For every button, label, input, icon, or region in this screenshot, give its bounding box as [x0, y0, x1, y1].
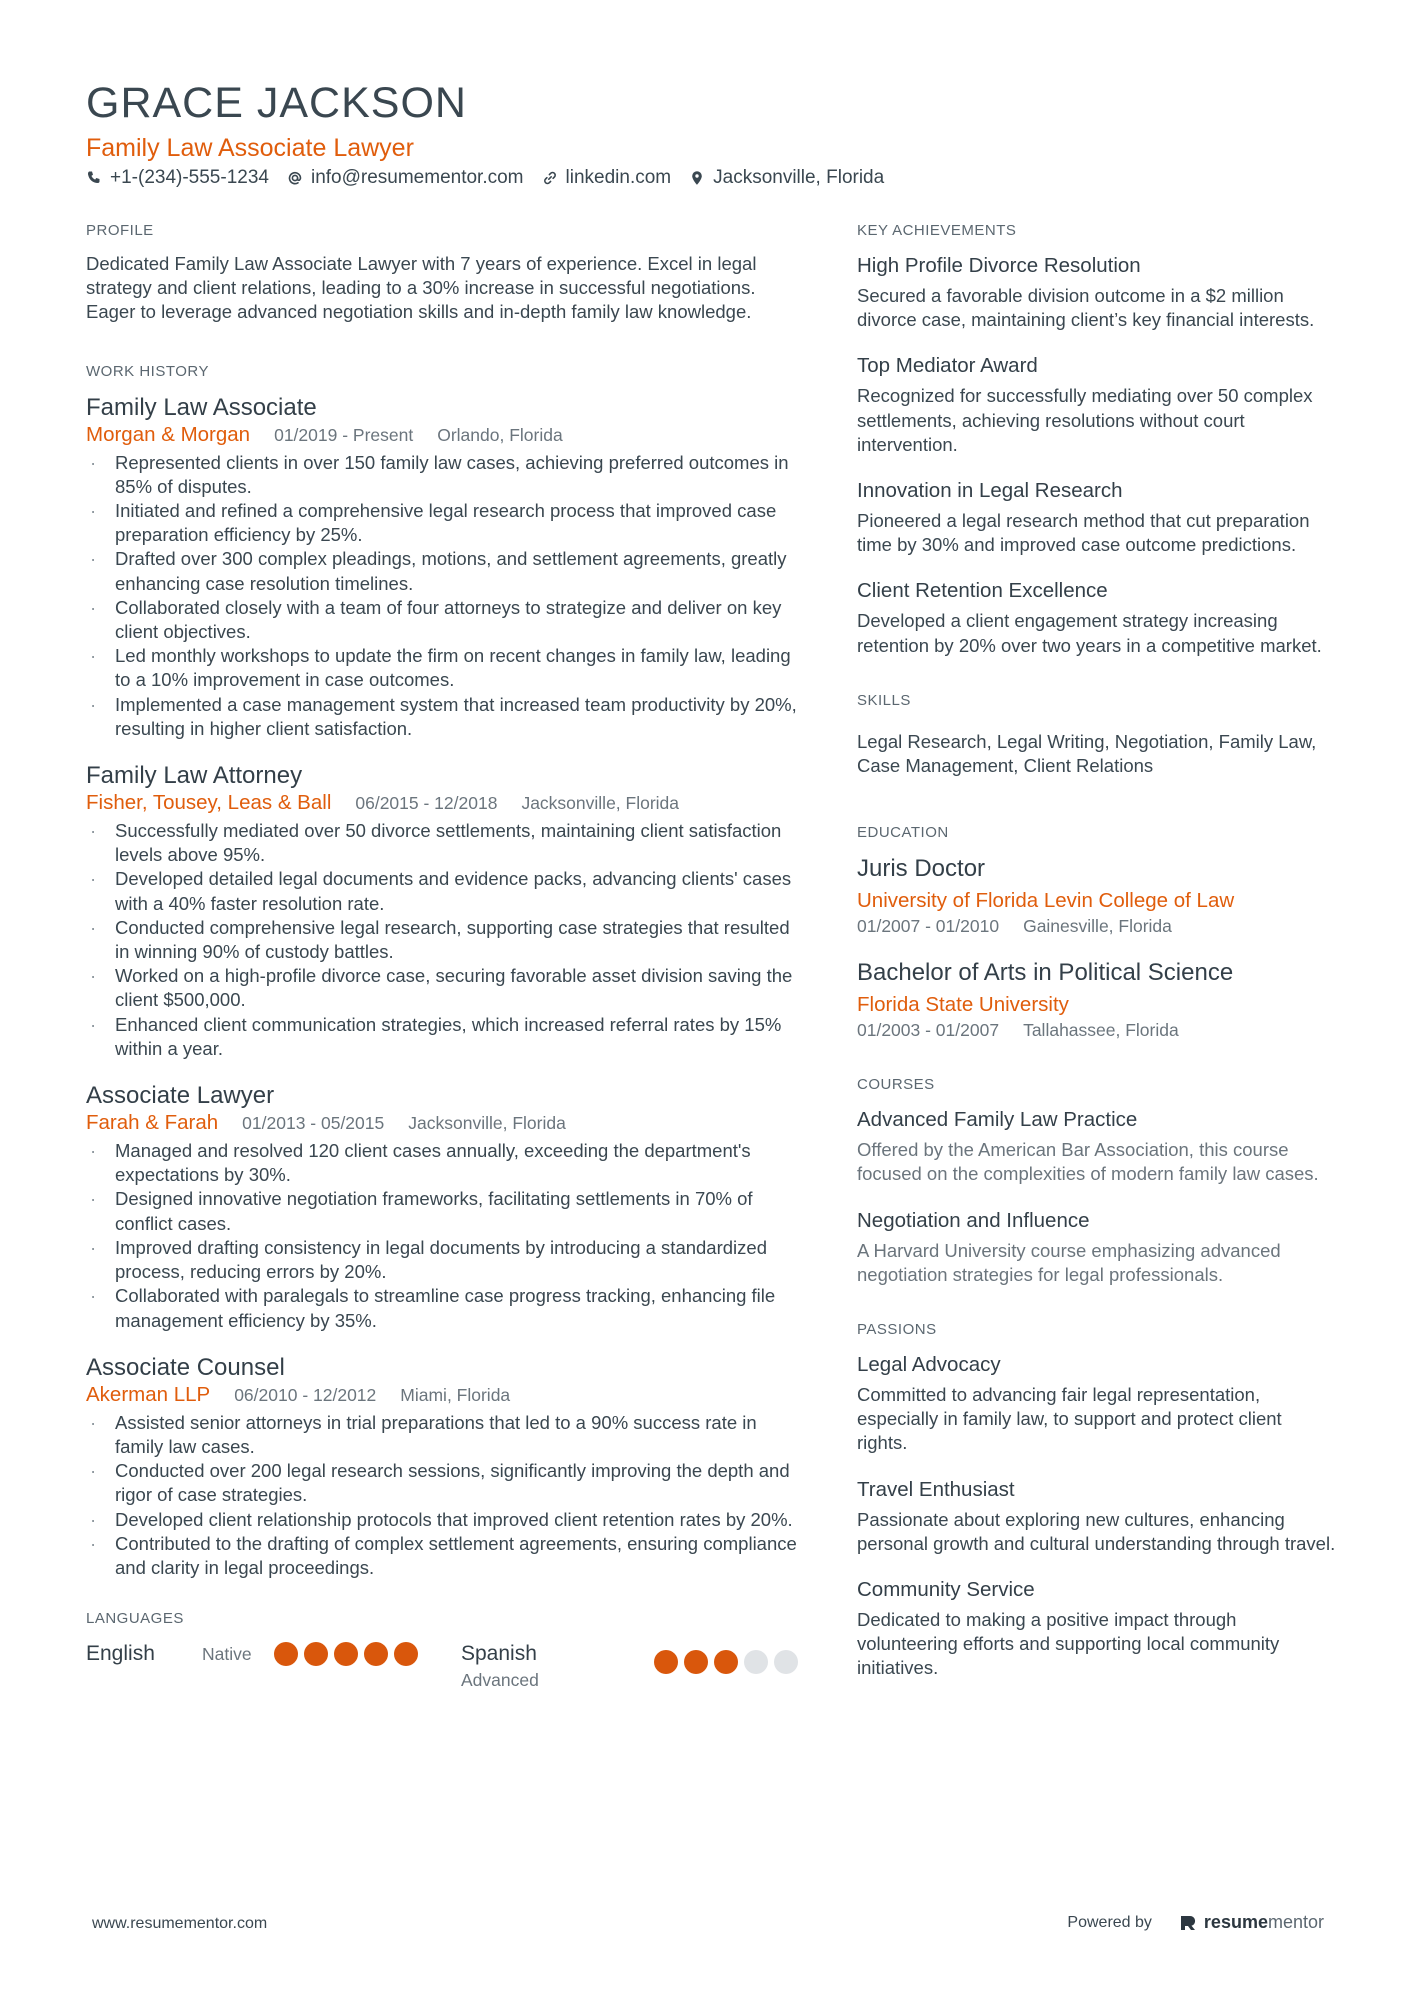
candidate-title: Family Law Associate Lawyer: [86, 134, 414, 162]
job-dates: 06/2015 - 12/2018: [355, 793, 498, 814]
contact-email[interactable]: [287, 167, 524, 189]
bullet-item: · Collaborated with paralegals to streamline case progress tracking, enhancing file management efficiency by 35%.: [90, 1285, 776, 1331]
contact-phone[interactable]: [86, 167, 269, 189]
achievement-text: Developed a client engagement strategy increasing retention by 20% over two years in a competitive market.: [857, 610, 1322, 656]
achievement-title: High Profile Divorce Resolution: [857, 254, 1141, 277]
education-item: [857, 958, 1337, 1042]
section-heading: LANGUAGES: [86, 1610, 184, 1628]
achievement-text: Secured a favorable division outcome in a $2 million divorce case, maintaining client’s key financial interests.: [857, 285, 1315, 331]
section-heading: EDUCATION: [857, 824, 949, 842]
bullet-item: · Successfully mediated over 50 divorce settlements, maintaining client satisfaction levels above 95%.: [90, 820, 782, 866]
job-location: Jacksonville, Florida: [521, 793, 680, 814]
link-icon: [542, 170, 558, 186]
degree: Bachelor of Arts in Political Science: [857, 959, 1234, 987]
section-heading: WORK HISTORY: [86, 362, 209, 380]
section-heading: SKILLS: [857, 691, 911, 709]
languages-section: [86, 1608, 798, 1700]
powered-by-text: Powered by: [1067, 1913, 1152, 1931]
bullet-item: · Managed and resolved 120 client cases annually, exceeding the department's expectations by 30%.: [90, 1140, 751, 1186]
bullet-item: · Contributed to the drafting of complex settlement agreements, ensuring compliance and clarity in legal proceedings.: [90, 1532, 797, 1578]
rating-dot-empty: [774, 1650, 798, 1674]
job-bullets: [86, 451, 798, 741]
job-entry: [86, 761, 798, 1061]
phone-icon: [86, 170, 102, 186]
contact-bar: [86, 164, 884, 192]
language-level: Native: [202, 1644, 252, 1665]
brand-name-light: mentor: [1267, 1912, 1324, 1932]
profile-section: [86, 220, 798, 325]
passion-title: Legal Advocacy: [857, 1353, 1001, 1377]
achievement-item: [857, 352, 1337, 457]
company-name: Fisher, Tousey, Leas & Ball: [86, 791, 332, 815]
course-item: [857, 1106, 1337, 1186]
job-dates: 01/2019 - Present: [274, 424, 414, 445]
education-item: [857, 854, 1337, 938]
job-dates: 01/2013 - 05/2015: [242, 1113, 385, 1134]
degree: Juris Doctor: [857, 855, 986, 883]
section-heading: COURSES: [857, 1076, 935, 1094]
job-location: Jacksonville, Florida: [408, 1113, 566, 1134]
achievement-title: Innovation in Legal Research: [857, 479, 1123, 503]
achievement-title: Client Retention Excellence: [857, 579, 1108, 603]
brand-name-bold: resume: [1203, 1912, 1268, 1932]
rating-dot-filled: [714, 1650, 738, 1674]
job-entry: [86, 1353, 798, 1580]
skills-text: Legal Research, Legal Writing, Negotiation, Family Law, Case Management, Client Relations: [857, 730, 1317, 777]
bullet-item: · Initiated and refined a comprehensive legal research process that improved case preparation efficiency by 25%.: [90, 500, 777, 546]
rating-dot-empty: [744, 1650, 768, 1674]
education-section: [857, 822, 1337, 1042]
bullet-item: · Represented clients in over 150 family law cases, achieving preferred outcomes in 85% of disputes.: [90, 451, 789, 497]
candidate-name: GRACE JACKSON: [86, 79, 467, 127]
right-column: [857, 220, 1337, 1701]
section-heading: KEY ACHIEVEMENTS: [857, 222, 1017, 239]
passion-item: [857, 1351, 1337, 1456]
education-dates: 01/2003 - 01/2007: [857, 1020, 1000, 1041]
job-dates: 06/2010 - 12/2012: [234, 1384, 377, 1405]
language-level: Advanced: [461, 1670, 539, 1691]
achievement-text: Pioneered a legal research method that cut preparation time by 30% and improved case outcome predictions.: [857, 510, 1310, 556]
job-bullets: [86, 1139, 798, 1333]
bullet-item: · Conducted comprehensive legal research, supporting case strategies that resulted in winning 90% of custody battles.: [90, 916, 790, 963]
passion-text: Committed to advancing fair legal representation, especially in family law, to support and protect client rights.: [857, 1384, 1282, 1454]
profile-text: Dedicated Family Law Associate Lawyer with 7 years of experience. Excel in legal strategy and client relations, leading to a 30% increase in successful negotiations. Eager to leverage advanced negotiation skills and in-depth family law knowledge.: [86, 253, 757, 323]
language-name: Spanish: [461, 1642, 537, 1666]
rating-dot-filled: [394, 1642, 418, 1666]
job-location: Orlando, Florida: [437, 424, 563, 445]
language-rating: [274, 1642, 418, 1666]
section-heading: PROFILE: [86, 222, 154, 239]
language-rating: [654, 1650, 798, 1692]
linkedin-text: linkedin.com: [565, 167, 672, 188]
job-title: Associate Counsel: [86, 1353, 285, 1381]
language-spanish: [461, 1640, 798, 1692]
job-entry: [86, 1081, 798, 1333]
bullet-item: · Developed detailed legal documents and evidence packs, advancing clients' cases with a 40% faster resolution rate.: [90, 868, 792, 914]
job-bullets: [86, 819, 798, 1061]
bullet-item: · Collaborated closely with a team of four attorneys to strategize and deliver on key client objectives.: [90, 596, 782, 643]
rating-dot-filled: [334, 1642, 358, 1666]
bullet-item: · Drafted over 300 complex pleadings, motions, and settlement agreements, greatly enhancing case resolution timelines.: [90, 548, 787, 594]
rating-dot-filled: [654, 1650, 678, 1674]
language-name: English: [86, 1642, 155, 1666]
section-heading: PASSIONS: [857, 1321, 937, 1339]
contact-location: [689, 167, 884, 189]
skills-section: [857, 690, 1337, 778]
bullet-item: · Improved drafting consistency in legal documents by introducing a standardized process, reducing errors by 20%.: [90, 1236, 767, 1283]
achievement-text: Recognized for successfully mediating over 50 complex settlements, achieving resolutions without court intervention.: [857, 385, 1313, 455]
phone-text: +1-(234)-555-1234: [110, 167, 269, 188]
footer-branding: [1067, 1912, 1324, 1933]
achievement-item: [857, 577, 1337, 657]
passion-item: [857, 1476, 1337, 1556]
education-location: Tallahassee, Florida: [1023, 1020, 1179, 1041]
contact-linkedin[interactable]: [542, 167, 672, 189]
course-item: [857, 1207, 1337, 1287]
education-dates: 01/2007 - 01/2010: [857, 916, 1000, 937]
rating-dot-filled: [274, 1642, 298, 1666]
company-name: Farah & Farah: [86, 1111, 219, 1135]
passions-section: [857, 1319, 1337, 1681]
bullet-item: · Worked on a high-profile divorce case, securing favorable asset division saving the client $500,000.: [90, 965, 793, 1011]
at-sign-icon: [287, 170, 303, 186]
course-title: Advanced Family Law Practice: [857, 1108, 1138, 1132]
job-entry: [86, 393, 798, 741]
bullet-item: · Conducted over 200 legal research sessions, significantly improving the depth and rigor of case strategies.: [90, 1460, 790, 1506]
bullet-item: · Implemented a case management system that increased team productivity by 20%, resulting in higher client satisfaction.: [90, 693, 797, 739]
bullet-item: · Assisted senior attorneys in trial preparations that led to a 90% success rate in family law cases.: [90, 1411, 757, 1457]
location-text: Jacksonville, Florida: [713, 167, 885, 188]
left-column: [86, 220, 798, 1700]
rating-dot-filled: [304, 1642, 328, 1666]
location-pin-icon: [689, 170, 705, 186]
language-english: [86, 1640, 461, 1668]
company-name: Morgan & Morgan: [86, 422, 251, 446]
work-history-section: [86, 361, 798, 1581]
job-bullets: [86, 1411, 798, 1580]
passion-text: Passionate about exploring new cultures, enhancing personal growth and cultural understanding through travel.: [857, 1508, 1336, 1554]
bullet-item: · Developed client relationship protocols that improved client retention rates by 20%.: [90, 1508, 793, 1530]
passion-text: Dedicated to making a positive impact through volunteering efforts and supporting local community initiatives.: [857, 1609, 1280, 1679]
resumementor-logo-icon: [1178, 1913, 1198, 1933]
course-text: A Harvard University course emphasizing advanced negotiation strategies for legal professionals.: [857, 1239, 1281, 1285]
rating-dot-filled: [364, 1642, 388, 1666]
bullet-item: · Enhanced client communication strategies, which increased referral rates by 15% within a year.: [90, 1013, 782, 1059]
job-title: Associate Lawyer: [86, 1082, 275, 1110]
school: University of Florida Levin College of Law: [857, 889, 1235, 913]
passion-title: Community Service: [857, 1578, 1035, 1602]
passion-title: Travel Enthusiast: [857, 1477, 1015, 1501]
courses-section: [857, 1074, 1337, 1287]
bullet-item: · Designed innovative negotiation frameworks, facilitating settlements in 70% of conflict cases.: [90, 1188, 753, 1234]
school: Florida State University: [857, 993, 1069, 1017]
footer-website[interactable]: www.resumementor.com: [92, 1915, 268, 1932]
achievement-item: [857, 252, 1337, 332]
company-name: Akerman LLP: [86, 1382, 211, 1406]
job-location: Miami, Florida: [400, 1384, 511, 1405]
course-text: Offered by the American Bar Association, this course focused on the complexities of modern family law cases.: [857, 1139, 1319, 1185]
passion-item: [857, 1576, 1337, 1681]
achievement-item: [857, 477, 1337, 557]
education-location: Gainesville, Florida: [1023, 916, 1172, 937]
rating-dot-filled: [684, 1650, 708, 1674]
achievement-title: Top Mediator Award: [857, 354, 1038, 378]
achievements-section: [857, 220, 1337, 658]
job-title: Family Law Attorney: [86, 762, 303, 790]
course-title: Negotiation and Influence: [857, 1208, 1090, 1232]
bullet-item: · Led monthly workshops to update the firm on recent changes in family law, leading to a 10% improvement in case outcomes.: [90, 645, 791, 691]
email-text: info@resumementor.com: [310, 167, 524, 188]
brand-logo[interactable]: [1178, 1912, 1324, 1933]
job-title: Family Law Associate: [86, 393, 317, 421]
